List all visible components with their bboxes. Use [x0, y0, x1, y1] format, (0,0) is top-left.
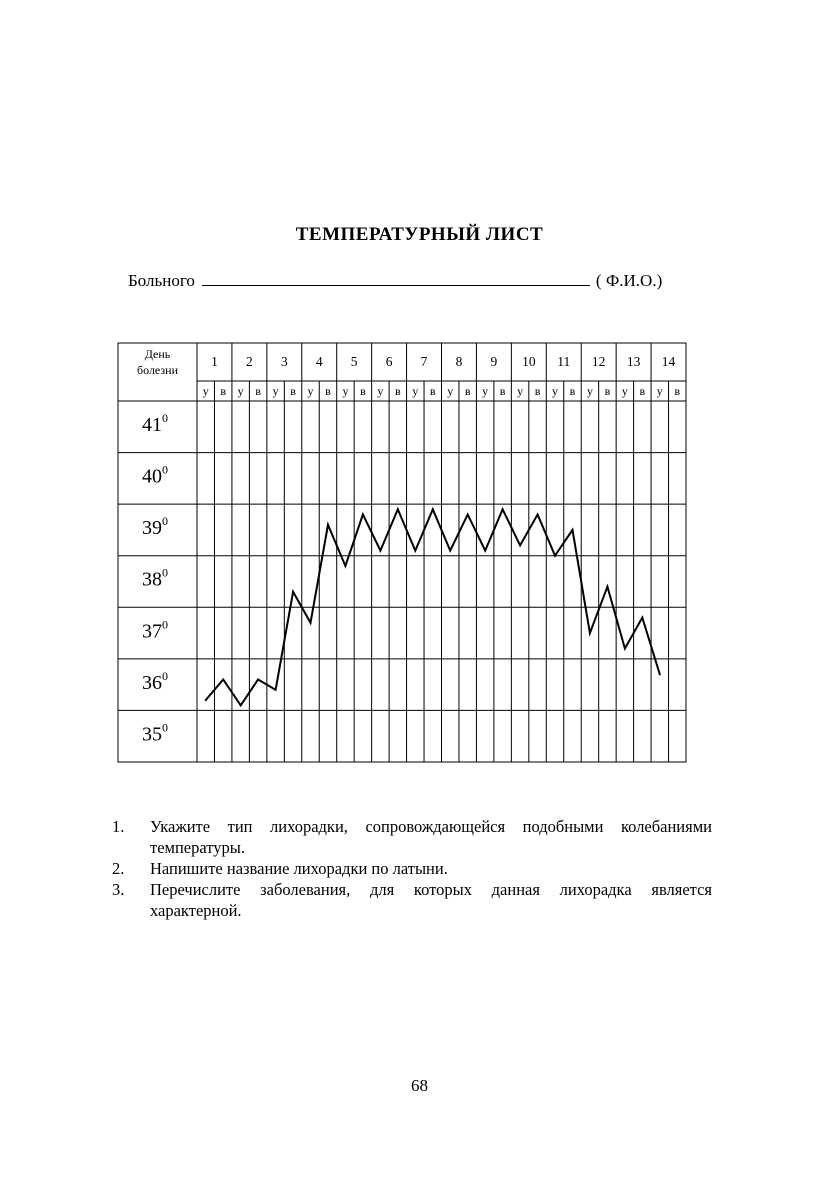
time-slot-label: у: [447, 384, 454, 398]
time-slot-label: у: [517, 384, 524, 398]
temperature-point: [222, 678, 224, 680]
time-slot-label: у: [202, 384, 209, 398]
temperature-point: [432, 508, 434, 510]
temperature-point: [205, 699, 207, 701]
question-list: [112, 816, 712, 921]
day-number: 13: [626, 354, 641, 369]
day-number: 12: [591, 354, 606, 369]
temperature-point: [484, 550, 486, 552]
temperature-point: [397, 508, 399, 510]
question-number: 2.: [112, 859, 125, 878]
time-slot-label: у: [412, 384, 419, 398]
temperature-point: [554, 555, 556, 557]
time-slot-label: у: [621, 384, 628, 398]
time-slot-label: в: [464, 384, 471, 398]
time-slot-label: в: [360, 384, 366, 398]
page-number: 68: [411, 1076, 428, 1095]
temperature-tick-label: $37^0$: [142, 617, 168, 643]
temperature-point: [519, 544, 521, 546]
time-slot-label: в: [499, 384, 506, 398]
temperature-point: [310, 622, 312, 624]
time-slot-label: у: [482, 384, 489, 398]
temperature-point: [362, 513, 364, 515]
temperature-point: [606, 586, 608, 588]
question-item: [112, 879, 712, 921]
temperature-point: [624, 648, 626, 650]
time-slot-label: в: [639, 384, 646, 398]
day-number: 7: [420, 354, 428, 369]
time-slot-label: в: [255, 384, 261, 398]
question-item: [112, 858, 712, 879]
temperature-point: [502, 508, 504, 510]
time-slot-label: в: [325, 384, 331, 398]
temperature-point: [449, 550, 451, 552]
day-number: 2: [246, 354, 253, 369]
temperature-tick-label: $35^0$: [142, 720, 168, 746]
question-text: Укажите тип лихорадки, сопровождающейся подобными колебаниями температуры.: [150, 817, 712, 857]
temperature-point: [379, 550, 381, 552]
temperature-point: [537, 513, 539, 515]
day-header-label: День: [144, 347, 171, 361]
time-slot-label: в: [534, 384, 541, 398]
time-slot-label: в: [220, 384, 227, 398]
time-slot-label: у: [342, 384, 349, 398]
temperature-point: [641, 617, 643, 619]
time-slot-label: в: [429, 384, 436, 398]
patient-label: Больного: [128, 271, 195, 290]
temperature-point: [467, 513, 469, 515]
temperature-point: [659, 673, 661, 675]
time-slot-label: в: [569, 384, 576, 398]
time-slot-label: в: [604, 384, 611, 398]
question-number: 1.: [112, 817, 125, 836]
day-number: 10: [522, 354, 536, 369]
question-item: [112, 816, 712, 858]
temperature-tick-label: $38^0$: [142, 565, 168, 591]
time-slot-label: у: [377, 384, 384, 398]
day-number: 11: [557, 354, 571, 369]
time-slot-label: в: [674, 384, 681, 398]
temperature-tick-label: $40^0$: [142, 462, 168, 488]
temperature-point: [414, 550, 416, 552]
temperature-point: [292, 591, 294, 593]
day-number: 14: [661, 354, 676, 369]
time-slot-label: у: [237, 384, 244, 398]
day-number: 1: [211, 354, 218, 369]
temperature-point: [327, 524, 329, 526]
day-header-label: болезни: [137, 363, 178, 377]
day-number: 9: [490, 354, 498, 369]
temperature-tick-label: $41^0$: [142, 411, 168, 436]
page-title: ТЕМПЕРАТУРНЫЙ ЛИСТ: [295, 224, 544, 245]
time-slot-label: у: [272, 384, 279, 398]
time-slot-label: у: [307, 384, 314, 398]
temperature-tick-label: $39^0$: [142, 514, 168, 540]
patient-suffix: ( Ф.И.О.): [595, 271, 663, 290]
question-text: Напишите название лихорадки по латыни.: [150, 859, 448, 878]
temperature-point: [571, 529, 573, 531]
temperature-point: [257, 678, 259, 680]
question-text: Перечислите заболевания, для которых данная лихорадка является характерной.: [150, 880, 712, 920]
day-number: 6: [385, 354, 393, 369]
day-number: 5: [350, 354, 358, 369]
time-slot-label: у: [656, 384, 663, 398]
question-number: 3.: [112, 880, 125, 899]
day-number: 8: [455, 354, 463, 369]
chart-border: [118, 343, 686, 762]
day-number: 4: [315, 354, 323, 369]
temperature-point: [589, 632, 591, 634]
temperature-point: [240, 704, 242, 706]
day-number: 3: [280, 354, 288, 369]
time-slot-label: у: [552, 384, 559, 398]
time-slot-label: у: [586, 384, 593, 398]
time-slot-label: в: [290, 384, 296, 398]
temperature-tick-label: $36^0$: [142, 668, 168, 694]
temperature-point: [275, 689, 277, 691]
time-slot-label: в: [395, 384, 401, 398]
temperature-point: [344, 565, 346, 567]
